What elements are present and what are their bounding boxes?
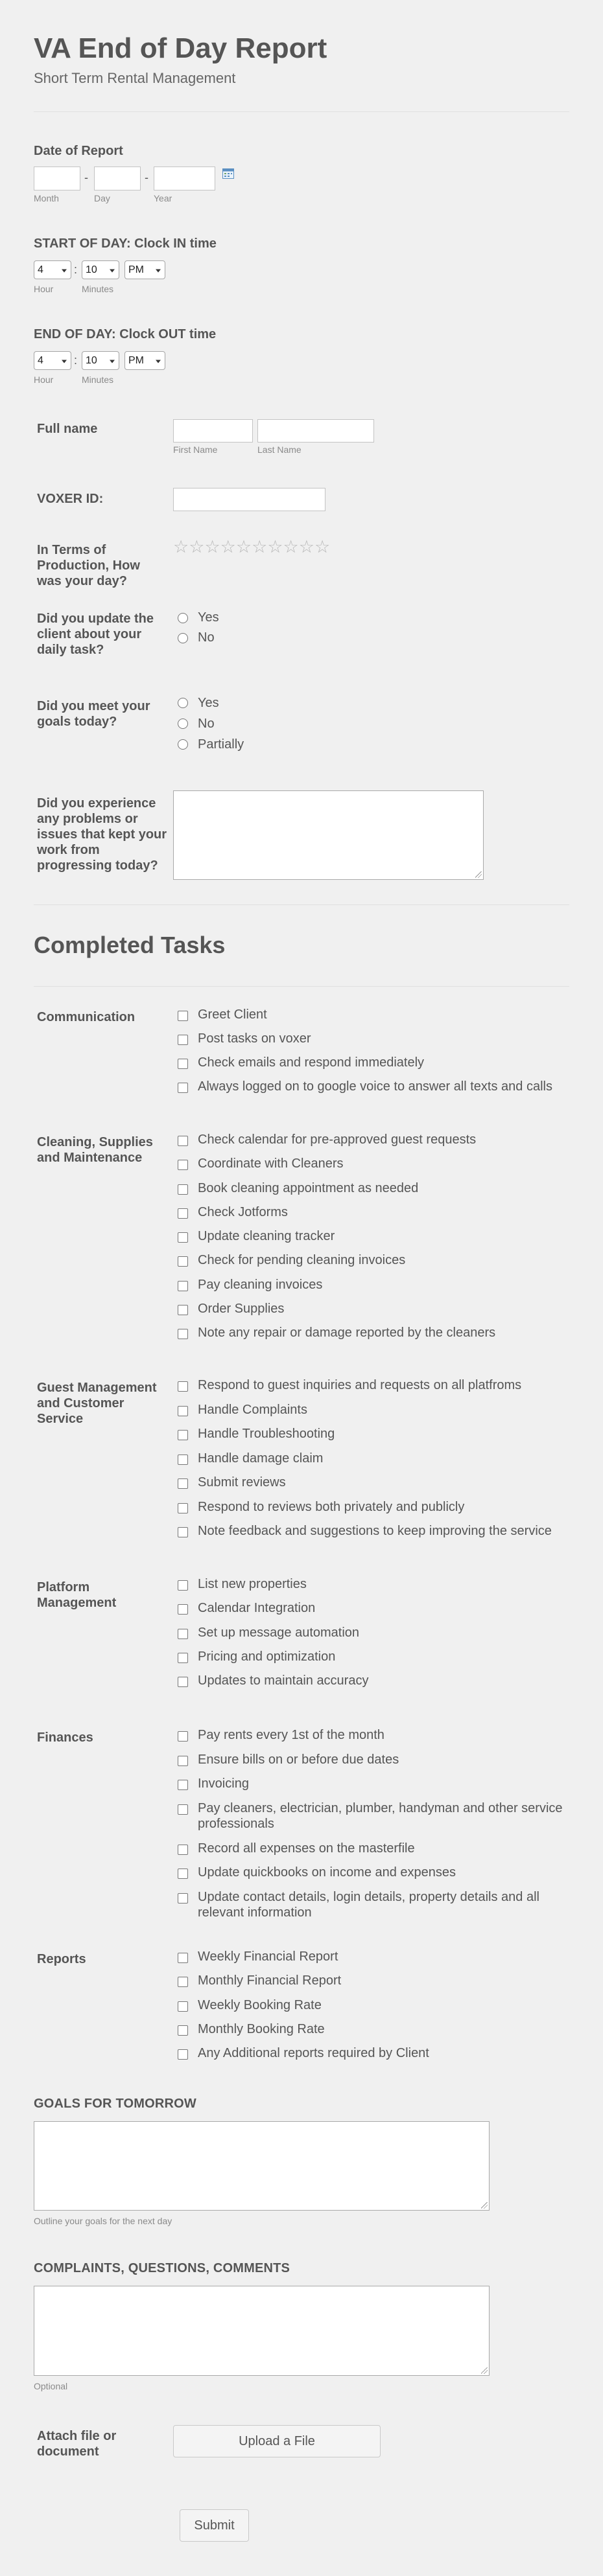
update-client-options (178, 608, 219, 648)
task-item[interactable] (178, 1031, 573, 1055)
date-separator: - (145, 171, 148, 184)
task-item[interactable] (178, 1277, 573, 1301)
task-label: Respond to guest inquiries and requests on all platfroms (198, 1378, 522, 1392)
radio-button[interactable] (178, 633, 188, 643)
task-label: Check calendar for pre-approved guest requests (198, 1133, 477, 1147)
task-item[interactable] (178, 1451, 573, 1475)
completed-tasks-title: Completed Tasks (34, 932, 226, 958)
goals-tomorrow-hint: Outline your goals for the next day (34, 2216, 172, 2226)
star-outline-icon[interactable]: ☆ (220, 537, 236, 557)
checkbox[interactable] (178, 1136, 188, 1146)
clock-out-hour-select[interactable] (34, 351, 71, 370)
task-item[interactable] (178, 1402, 573, 1427)
task-item[interactable] (178, 1727, 573, 1752)
checkbox[interactable] (178, 1845, 188, 1855)
hour-sublabel: Hour (34, 374, 54, 385)
problems-textarea[interactable] (173, 790, 484, 880)
task-item[interactable] (178, 1576, 573, 1600)
task-label: Check for pending cleaning invoices (198, 1253, 406, 1268)
attach-label: Attach file or document (37, 2429, 117, 2459)
checkbox[interactable] (178, 1604, 188, 1615)
task-label: Ensure bills on or before due dates (198, 1752, 399, 1767)
task-item[interactable] (178, 1600, 573, 1624)
checkbox[interactable] (178, 1160, 188, 1170)
voxer-label: VOXER ID: (37, 492, 104, 506)
radio-label: No (198, 630, 215, 645)
task-list-reports (178, 1949, 573, 2069)
divider (34, 904, 569, 905)
checkbox[interactable] (178, 1430, 188, 1440)
checkbox[interactable] (178, 1406, 188, 1416)
checkbox[interactable] (178, 1756, 188, 1766)
checkbox[interactable] (178, 1455, 188, 1465)
radio-button[interactable] (178, 698, 188, 708)
checkbox[interactable] (178, 1011, 188, 1021)
clock-in-hour-select[interactable] (34, 260, 71, 279)
task-item[interactable] (178, 1301, 573, 1325)
task-label: Check Jotforms (198, 1204, 288, 1219)
task-label: Update contact details, login details, property details and all relevant information (198, 1889, 539, 1920)
clock-out-ampm-select[interactable] (124, 351, 165, 370)
chevron-down-icon (156, 269, 161, 272)
date-separator: - (84, 171, 88, 184)
task-item[interactable] (178, 2045, 573, 2069)
complaints-hint: Optional (34, 2381, 68, 2391)
page-title: VA End of Day Report (34, 32, 327, 64)
checkbox[interactable] (178, 1208, 188, 1219)
problems-label: Did you experience any problems or issues that kept your work from progressing today? (37, 796, 167, 873)
task-item[interactable] (178, 1228, 573, 1252)
task-item[interactable] (178, 1997, 573, 2021)
task-item[interactable] (178, 1800, 573, 1841)
star-outline-icon[interactable]: ☆ (235, 537, 252, 557)
task-list-guest-management (178, 1377, 573, 1548)
last-name-sublabel: Last Name (257, 444, 302, 455)
radio-label: Yes (198, 610, 219, 625)
radio-button[interactable] (178, 613, 188, 623)
checkbox[interactable] (178, 1977, 188, 1987)
year-sublabel: Year (154, 193, 172, 203)
task-label: Greet Client (198, 1007, 267, 1022)
complaints-textarea[interactable] (34, 2286, 490, 2376)
radio-option[interactable] (178, 628, 219, 648)
star-outline-icon[interactable]: ☆ (252, 537, 268, 557)
select-value: 10 (86, 354, 97, 366)
goals-tomorrow-label: GOALS FOR TOMORROW (34, 2097, 196, 2111)
month-input[interactable] (34, 167, 80, 190)
task-item[interactable] (178, 1865, 573, 1889)
task-item[interactable] (178, 1949, 573, 1973)
task-label: Post tasks on voxer (198, 1031, 311, 1046)
task-item[interactable] (178, 1079, 573, 1103)
chevron-down-icon (62, 360, 67, 363)
production-label: In Terms of Production, How was your day? (37, 543, 140, 588)
date-label: Date of Report (34, 144, 123, 158)
radio-option[interactable] (178, 734, 244, 755)
checkbox[interactable] (178, 2025, 188, 2036)
task-label: Any Additional reports required by Client (198, 2046, 429, 2061)
chevron-down-icon (110, 360, 115, 363)
checkbox[interactable] (178, 1503, 188, 1513)
checkbox[interactable] (178, 1305, 188, 1315)
task-label: Respond to reviews both privately and publicly (198, 1499, 465, 1514)
task-item[interactable] (178, 1180, 573, 1204)
clock-in-ampm-select[interactable] (124, 260, 165, 279)
task-label: Update quickbooks on income and expenses (198, 1865, 456, 1880)
group-label-finances: Finances (37, 1731, 93, 1745)
task-item[interactable] (178, 1252, 573, 1276)
clock-out-minutes-select[interactable] (82, 351, 119, 370)
clock-in-minutes-select[interactable] (82, 260, 119, 279)
checkbox[interactable] (178, 1804, 188, 1815)
meet-goals-options (178, 693, 244, 755)
radio-option[interactable] (178, 608, 219, 628)
task-item[interactable] (178, 1752, 573, 1777)
update-client-label: Did you update the client about your daily task? (37, 612, 154, 657)
checkbox[interactable] (178, 2001, 188, 2012)
resize-grip-icon[interactable] (481, 2367, 488, 2374)
task-item[interactable] (178, 1055, 573, 1079)
group-label-platform-management: Platform Management (37, 1580, 117, 1610)
radio-button[interactable] (178, 739, 188, 750)
chevron-down-icon (62, 269, 67, 272)
task-label: Calendar Integration (198, 1601, 316, 1616)
task-label: Pricing and optimization (198, 1649, 336, 1664)
task-item[interactable] (178, 1841, 573, 1865)
task-list-platform-management (178, 1576, 573, 1697)
checkbox[interactable] (178, 1381, 188, 1392)
task-label: Check emails and respond immediately (198, 1055, 425, 1070)
checkbox[interactable] (178, 1677, 188, 1687)
page-subtitle: Short Term Rental Management (34, 70, 236, 86)
task-label: Always logged on to google voice to answer all texts and calls (198, 1079, 552, 1094)
task-list-cleaning (178, 1132, 573, 1350)
task-label: Set up message automation (198, 1625, 360, 1640)
task-item[interactable] (178, 1889, 573, 1929)
group-label-cleaning: Cleaning, Supplies and Maintenance (37, 1135, 153, 1165)
checkbox[interactable] (178, 1653, 188, 1663)
month-sublabel: Month (34, 193, 59, 203)
minutes-sublabel: Minutes (82, 374, 114, 385)
radio-label: No (198, 716, 215, 731)
task-label: Book cleaning appointment as needed (198, 1180, 419, 1195)
star-outline-icon[interactable]: ☆ (173, 537, 189, 557)
checkbox[interactable] (178, 1869, 188, 1879)
radio-label: Yes (198, 695, 219, 710)
task-label: Pay cleaners, electrician, plumber, handyman and other service professionals (198, 1800, 563, 1831)
checkbox[interactable] (178, 1527, 188, 1537)
checkbox[interactable] (178, 1731, 188, 1742)
task-label: Monthly Financial Report (198, 1973, 342, 1988)
task-label: Updates to maintain accuracy (198, 1673, 369, 1688)
resize-grip-icon[interactable] (475, 871, 482, 878)
minutes-sublabel: Minutes (82, 284, 114, 294)
task-item[interactable] (178, 1776, 573, 1800)
select-value: 4 (38, 354, 43, 366)
checkbox[interactable] (178, 1083, 188, 1093)
hour-sublabel: Hour (34, 284, 54, 294)
year-input[interactable] (154, 167, 215, 190)
task-item[interactable] (178, 1475, 573, 1499)
day-input[interactable] (94, 167, 141, 190)
select-value: PM (128, 354, 144, 366)
clock-in-label: START OF DAY: Clock IN time (34, 236, 217, 251)
goals-tomorrow-textarea[interactable] (34, 2121, 490, 2211)
radio-label: Partially (198, 737, 244, 752)
task-label: Monthly Booking Rate (198, 2021, 325, 2036)
radio-button[interactable] (178, 719, 188, 729)
task-label: Record all expenses on the masterfile (198, 1841, 415, 1856)
upload-file-button[interactable]: Upload a File (173, 2425, 381, 2457)
star-outline-icon[interactable]: ☆ (314, 537, 331, 557)
task-label: Update cleaning tracker (198, 1229, 335, 1244)
checkbox[interactable] (178, 1580, 188, 1591)
group-label-reports: Reports (37, 1952, 86, 1966)
checkbox[interactable] (178, 1256, 188, 1267)
task-item[interactable] (178, 1132, 573, 1156)
select-value: 4 (38, 264, 43, 275)
chevron-down-icon (110, 269, 115, 272)
checkbox[interactable] (178, 1329, 188, 1339)
star-outline-icon[interactable]: ☆ (204, 537, 220, 557)
task-label: Coordinate with Cleaners (198, 1156, 344, 1171)
first-name-sublabel: First Name (173, 444, 218, 455)
task-list-finances (178, 1727, 573, 1929)
task-label: Weekly Booking Rate (198, 1997, 322, 2012)
star-outline-icon[interactable]: ☆ (298, 537, 314, 557)
task-label: Submit reviews (198, 1475, 286, 1489)
star-outline-icon[interactable]: ☆ (189, 537, 205, 557)
task-item[interactable] (178, 2021, 573, 2045)
task-label: Weekly Financial Report (198, 1949, 338, 1964)
task-label: Note feedback and suggestions to keep improving the service (198, 1524, 552, 1538)
meet-goals-label: Did you meet your goals today? (37, 699, 150, 729)
checkbox[interactable] (178, 1953, 188, 1963)
star-rating[interactable] (173, 538, 330, 556)
task-list-communication (178, 1007, 573, 1103)
task-label: List new properties (198, 1577, 307, 1591)
complaints-label: COMPLAINTS, QUESTIONS, COMMENTS (34, 2261, 290, 2275)
voxer-input[interactable] (173, 488, 325, 511)
checkbox[interactable] (178, 2049, 188, 2060)
divider (34, 111, 569, 112)
chevron-down-icon (156, 360, 161, 363)
select-value: PM (128, 264, 144, 275)
radio-option[interactable] (178, 693, 244, 713)
task-item[interactable] (178, 1523, 573, 1548)
checkbox[interactable] (178, 1184, 188, 1195)
task-label: Pay cleaning invoices (198, 1277, 323, 1292)
star-outline-icon[interactable]: ☆ (283, 537, 299, 557)
checkbox[interactable] (178, 1629, 188, 1639)
checkbox[interactable] (178, 1893, 188, 1903)
task-item[interactable] (178, 1499, 573, 1524)
radio-option[interactable] (178, 713, 244, 734)
calendar-icon[interactable] (222, 168, 234, 179)
full-name-label: Full name (37, 422, 98, 436)
task-item[interactable] (178, 1625, 573, 1649)
group-label-communication: Communication (37, 1010, 136, 1024)
checkbox[interactable] (178, 1281, 188, 1291)
task-item[interactable] (178, 1156, 573, 1180)
task-item[interactable] (178, 1325, 573, 1349)
task-label: Handle Troubleshooting (198, 1427, 335, 1441)
task-item[interactable] (178, 1007, 573, 1031)
task-label: Order Supplies (198, 1302, 285, 1317)
task-label: Pay rents every 1st of the month (198, 1728, 384, 1742)
submit-button[interactable]: Submit (180, 2509, 249, 2542)
task-item[interactable] (178, 1973, 573, 1997)
task-item[interactable] (178, 1204, 573, 1228)
select-value: 10 (86, 264, 97, 275)
task-item[interactable] (178, 1649, 573, 1673)
time-colon: : (74, 354, 78, 367)
checkbox[interactable] (178, 1478, 188, 1489)
divider (34, 986, 569, 987)
first-name-input[interactable] (173, 419, 253, 443)
time-colon: : (74, 263, 78, 276)
task-label: Invoicing (198, 1777, 249, 1791)
group-label-guest-management: Guest Management and Customer Service (37, 1381, 157, 1426)
resize-grip-icon[interactable] (481, 2202, 488, 2209)
task-label: Handle Complaints (198, 1402, 307, 1417)
checkbox[interactable] (178, 1232, 188, 1243)
clock-out-label: END OF DAY: Clock OUT time (34, 327, 217, 341)
day-sublabel: Day (94, 193, 110, 203)
checkbox[interactable] (178, 1035, 188, 1045)
task-label: Handle damage claim (198, 1451, 324, 1466)
task-item[interactable] (178, 1377, 573, 1402)
last-name-input[interactable] (257, 419, 374, 443)
task-label: Note any repair or damage reported by the cleaners (198, 1326, 496, 1340)
checkbox[interactable] (178, 1780, 188, 1790)
task-item[interactable] (178, 1426, 573, 1451)
checkbox[interactable] (178, 1059, 188, 1069)
task-item[interactable] (178, 1673, 573, 1697)
star-outline-icon[interactable]: ☆ (267, 537, 283, 557)
